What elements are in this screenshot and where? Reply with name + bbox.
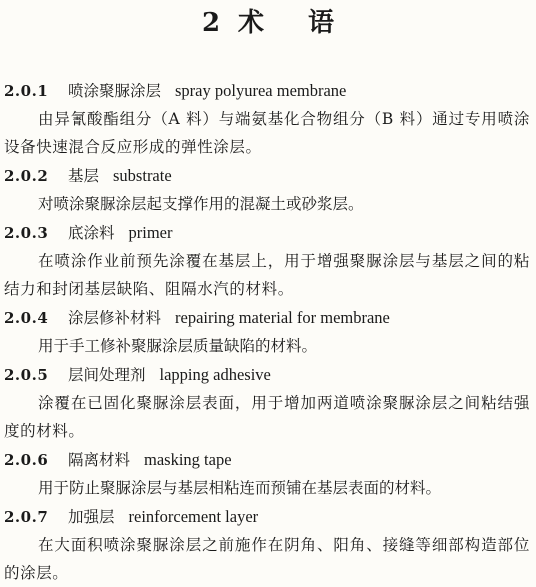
term-chinese-name: 喷涂聚脲涂层: [68, 82, 162, 100]
term-english-name: lapping adhesive: [159, 365, 271, 384]
term-item: [0, 445, 536, 502]
term-item: [0, 76, 536, 161]
term-number: 2.0.1: [4, 82, 49, 100]
term-definition: 在大面积喷涂聚脲涂层之前施作在阴角、阳角、接缝等细部构造部位的涂层。: [4, 536, 530, 582]
term-chinese-name: 隔离材料: [68, 451, 131, 469]
term-item: [0, 303, 536, 360]
term-chinese-name: 涂层修补材料: [68, 309, 162, 327]
term-number: 2.0.6: [4, 451, 49, 469]
chapter-title-part2: 语: [308, 8, 335, 38]
term-heading: [0, 218, 536, 247]
term-definition: 用于防止聚脲涂层与基层相粘连而预铺在基层表面的材料。: [38, 479, 442, 497]
term-number: 2.0.2: [4, 167, 49, 185]
chapter-number: 2: [201, 8, 221, 38]
term-definition: 在喷涂作业前预先涂覆在基层上，用于增强聚脲涂层与基层之间的粘结力和封闭基层缺陷、阻隔水汽的材料。: [4, 252, 530, 298]
term-definition: 涂覆在已固化聚脲涂层表面，用于增加两道喷涂聚脲涂层之间粘结强度的材料。: [4, 394, 530, 440]
term-heading: [0, 303, 536, 332]
term-english-name: substrate: [113, 166, 172, 185]
term-english-name: reinforcement layer: [128, 507, 259, 526]
term-heading: [0, 445, 536, 474]
term-heading: [0, 360, 536, 389]
term-item: [0, 360, 536, 445]
term-english-name: spray polyurea membrane: [175, 81, 347, 100]
term-item: [0, 502, 536, 587]
term-english-name: repairing material for membrane: [175, 308, 390, 327]
term-definition: 对喷涂聚脲涂层起支撑作用的混凝土或砂浆层。: [38, 195, 364, 213]
term-chinese-name: 层间处理剂: [68, 366, 146, 384]
chapter-title: [0, 6, 536, 40]
chapter-title-part1: 术: [238, 8, 265, 38]
term-item: [0, 161, 536, 218]
term-heading: [0, 76, 536, 105]
term-definition: 用于手工修补聚脲涂层质量缺陷的材料。: [38, 337, 318, 355]
term-english-name: primer: [128, 223, 173, 242]
term-chinese-name: 加强层: [68, 508, 115, 526]
term-chinese-name: 基层: [68, 167, 100, 185]
term-definition: 由异氰酸酯组分（A 料）与端氨基化合物组分（B 料）通过专用喷涂设备快速混合反应形成的弹性涂层。: [4, 110, 530, 156]
term-list: [0, 76, 536, 587]
term-number: 2.0.4: [4, 309, 49, 327]
term-number: 2.0.3: [4, 224, 49, 242]
term-number: 2.0.5: [4, 366, 49, 384]
term-item: [0, 218, 536, 303]
term-chinese-name: 底涂料: [68, 224, 115, 242]
term-number: 2.0.7: [4, 508, 49, 526]
term-heading: [0, 502, 536, 531]
term-english-name: masking tape: [144, 450, 232, 469]
term-heading: [0, 161, 536, 190]
